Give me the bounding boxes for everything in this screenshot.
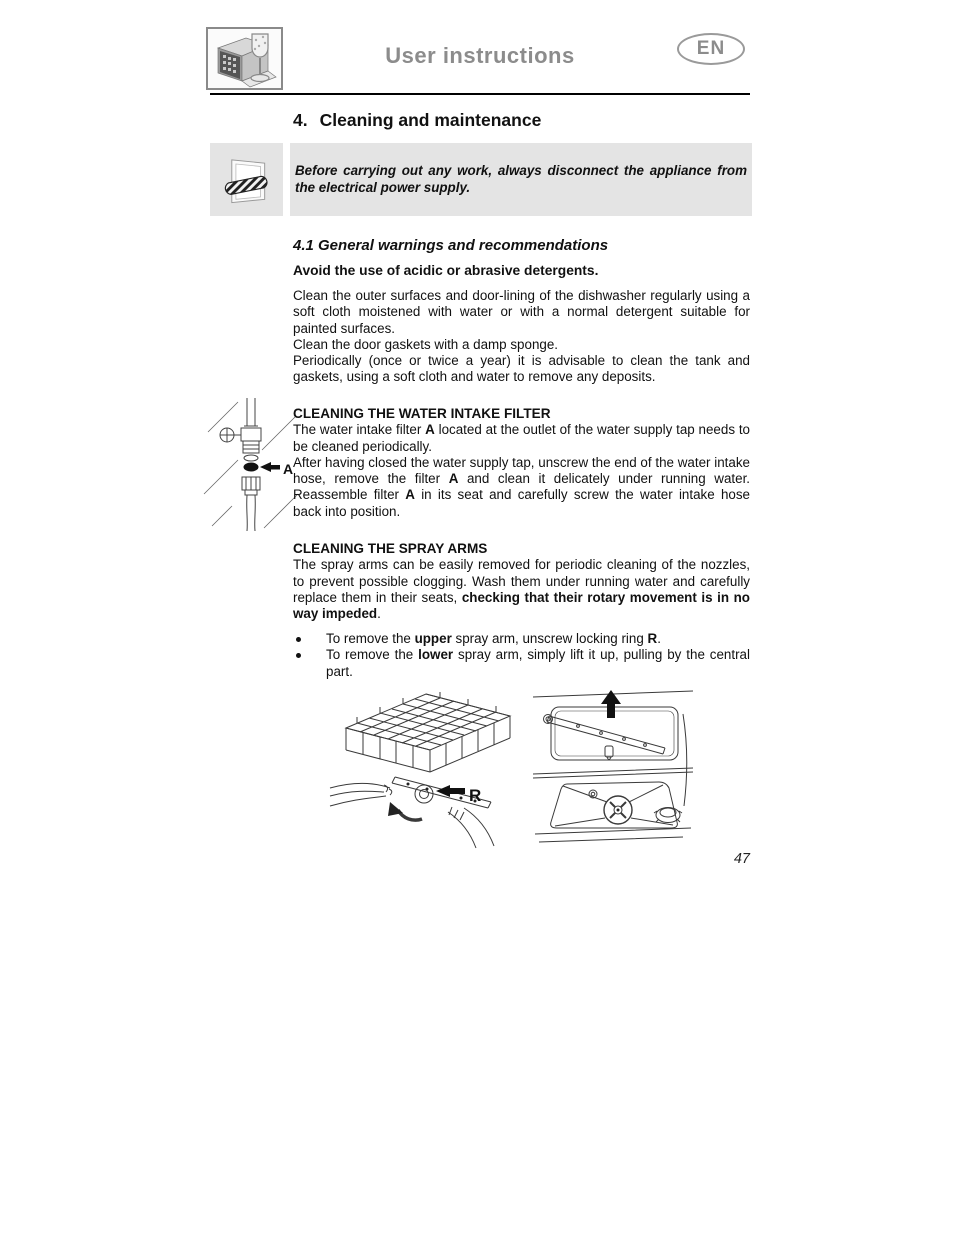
section-title xyxy=(293,110,541,131)
warning-icon-box xyxy=(210,143,283,216)
left-arrow-icon xyxy=(260,462,280,472)
bullet-text: To remove the upper spray arm, unscrew locking ring R. xyxy=(326,631,661,646)
page-number: 47 xyxy=(733,851,750,867)
spray-arms-paragraph: The spray arms can be easily removed for periodic cleaning of the nozzles, to prevent possible clogging. Wash them under running water and carefully replace them in their seats, checking that their rotary movement is in no way impeded. xyxy=(293,557,750,622)
page-title: User instructions xyxy=(385,43,575,68)
language-badge-label: EN xyxy=(696,38,726,59)
spray-arms-section xyxy=(293,541,750,622)
water-tap-filter-figure xyxy=(202,398,300,531)
water-filter-paragraph: The water intake filter A located at the outlet of the water supply tap needs to be cleaned periodically. xyxy=(293,422,750,454)
header-divider xyxy=(210,93,750,95)
tank-figure-drawing xyxy=(533,688,695,850)
paragraph: Clean the outer surfaces and door-lining of the dishwasher regularly using a soft cloth moistened with water or with a normal detergent suitable for painted surfaces. xyxy=(293,288,750,336)
spray-arms-heading: CLEANING THE SPRAY ARMS xyxy=(293,541,488,556)
section-title-text: Cleaning and maintenance xyxy=(319,110,542,130)
lower-rack-spray-arm-figure xyxy=(328,684,526,850)
bullet-icon xyxy=(296,637,301,642)
upper-spray-arm-tank-figure xyxy=(533,688,695,850)
detergent-warning-text: Avoid the use of acidic or abrasive detergents. xyxy=(293,263,599,278)
warning-box xyxy=(290,143,752,216)
list-item xyxy=(293,631,750,647)
water-filter-heading: CLEANING THE WATER INTAKE FILTER xyxy=(293,406,551,421)
section-number: 4. xyxy=(293,110,308,130)
bullet-text: To remove the lower spray arm, simply lift it up, pulling by the central part. xyxy=(326,647,750,679)
water-filter-paragraph: After having closed the water supply tap, unscrew the end of the water intake hose, remove the filter A and clean it delicately under running water. Reassemble filter A in its seat and carefully screw the water intake hose back into position. xyxy=(293,454,751,519)
paragraph: Clean the door gaskets with a damp sponge. xyxy=(293,336,559,352)
lower-rack-figure-drawing xyxy=(328,684,526,850)
warning-text: Before carrying out any work, always disconnect the appliance from the electrical power supply. xyxy=(295,163,747,195)
subsection-title: 4.1 General warnings and recommendations xyxy=(293,237,609,254)
power-switch-icon xyxy=(217,150,277,210)
water-tap-figure-drawing xyxy=(202,398,300,531)
general-warnings-paragraphs xyxy=(293,288,750,386)
spray-arm-bullet-list xyxy=(293,631,750,680)
list-item xyxy=(293,647,750,680)
water-filter-section xyxy=(293,406,750,520)
paragraph: Periodically (once or twice a year) it is advisable to clean the tank and gaskets, using a soft cloth and water to remove any deposits. xyxy=(293,353,750,385)
filter-label: A xyxy=(283,461,294,477)
bullet-icon xyxy=(296,653,301,658)
rotation-arrow-icon xyxy=(388,802,422,820)
locking-ring-label: R xyxy=(469,786,482,805)
language-badge xyxy=(677,33,745,65)
